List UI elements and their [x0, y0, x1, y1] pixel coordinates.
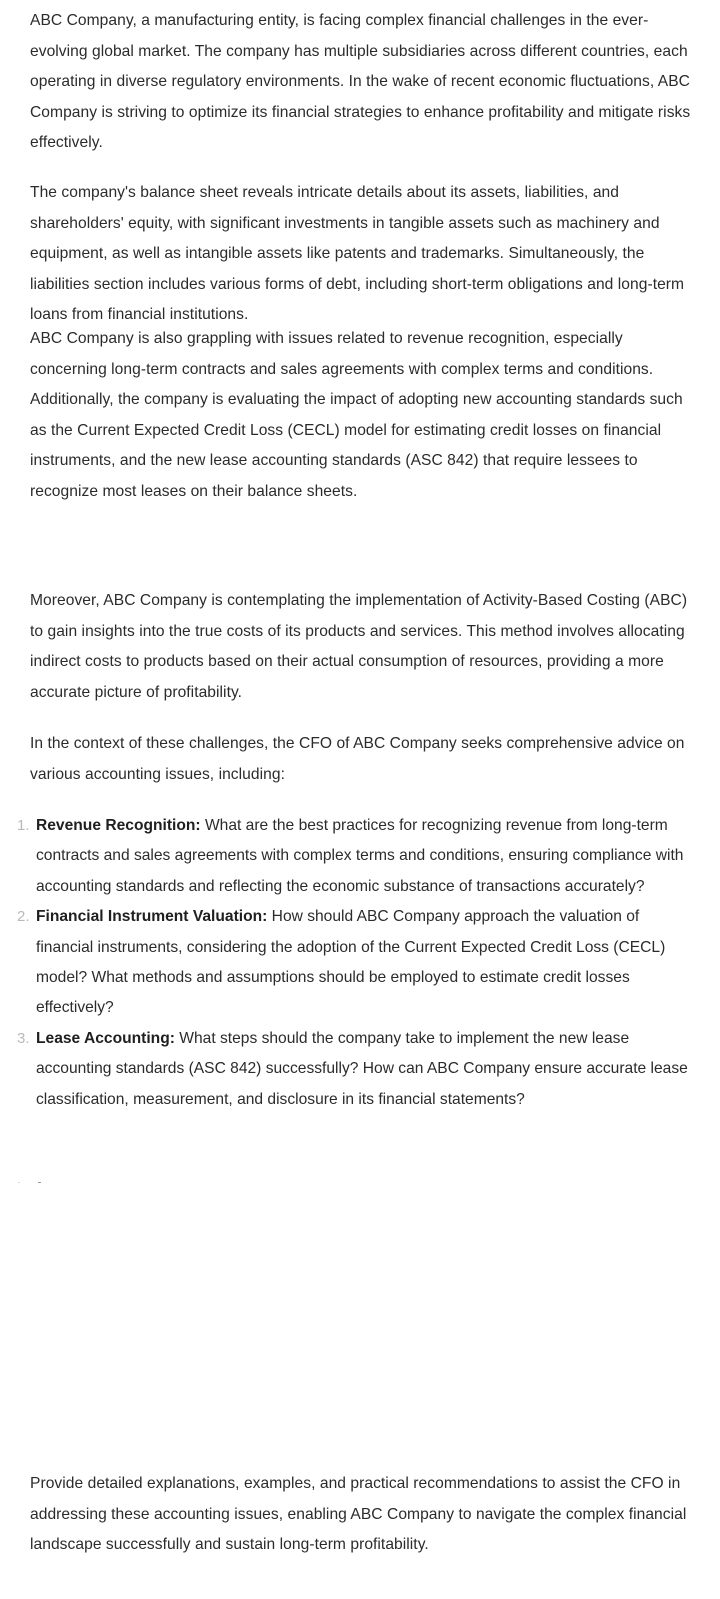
- question-text: How should ABC Company approach the valuation of financial instruments, considering the adoption of the Current Expected Credit Loss (CECL) model? What methods and assumptions should be employed to estimate credit losses effectively?: [36, 908, 666, 1017]
- intro-paragraph-company-overview: ABC Company, a manufacturing entity, is facing complex financial challenges in the ever-evolving global market. The company has multiple subsidiaries across different countries, each operating in diverse regulatory environments. In the wake of recent economic fluctuations, ABC Company is striving to optimize its financial strategies to enhance profitability and mitigate risks effectively.: [30, 12, 691, 152]
- intro-paragraph-balance-sheet: The company's balance sheet reveals intricate details about its assets, liabilities, and shareholders' equity, with significant investments in tangible assets such as machinery and equipment, as well as intangible assets like patents and trademarks. Simultaneously, the liabilities section includes various forms of debt, including short-term obligations and long-term loans from financial institutions.: [30, 184, 685, 324]
- list-marker-fragment: [38, 1182, 41, 1183]
- list-marker-fragment: [18, 1182, 20, 1183]
- question-item-lease-accounting: [0, 1024, 720, 1115]
- question-number: 2.: [17, 908, 30, 926]
- question-item-revenue-recognition: [0, 811, 720, 902]
- question-heading: Financial Instrument Valuation:: [36, 908, 268, 926]
- intro-paragraph-cfo-request: In the context of these challenges, the CFO of ABC Company seeks comprehensive advice on various accounting issues, including:: [30, 735, 685, 783]
- question-text: What steps should the company take to implement the new lease accounting standards (ASC 842) successfully? How can ABC Company ensure accurate lease classification, measurement, and disclosure in its financial statements?: [36, 1029, 688, 1108]
- question-number: 3.: [17, 1029, 30, 1047]
- intro-paragraph-activity-based-costing: Moreover, ABC Company is contemplating the implementation of Activity-Based Costing (ABC) to gain insights into the true costs of its products and services. This method involves allocating indirect costs to products based on their actual consumption of resources, providing a more accurate picture of profitability.: [30, 592, 688, 701]
- question-heading: Lease Accounting:: [36, 1029, 175, 1047]
- question-text: What are the best practices for recognizing revenue from long-term contracts and sales agreements with complex terms and conditions, ensuring compliance with accounting standards and reflecting the economic substance of transactions accurately?: [36, 817, 684, 895]
- question-heading: Revenue Recognition:: [36, 817, 201, 834]
- question-item-financial-instrument-valuation: [0, 902, 720, 1024]
- closing-paragraph: Provide detailed explanations, examples, and practical recommendations to assist the CFO in addressing these accounting issues, enabling ABC Company to navigate the complex financial landscape successfully and sustain long-term profitability.: [30, 1475, 687, 1554]
- question-number: 1.: [17, 817, 30, 834]
- question-list: [0, 811, 720, 1115]
- intro-paragraph-revenue-and-standards: ABC Company is also grappling with issues related to revenue recognition, especially concerning long-term contracts and sales agreements with complex terms and conditions. Additionally, the company is evaluating the impact of adopting new accounting standards such as the Current Expected Credit Loss (CECL) model for estimating credit losses on financial instruments, and the new lease accounting standards (ASC 842) that require lessees to recognize most leases on their balance sheets.: [30, 330, 683, 500]
